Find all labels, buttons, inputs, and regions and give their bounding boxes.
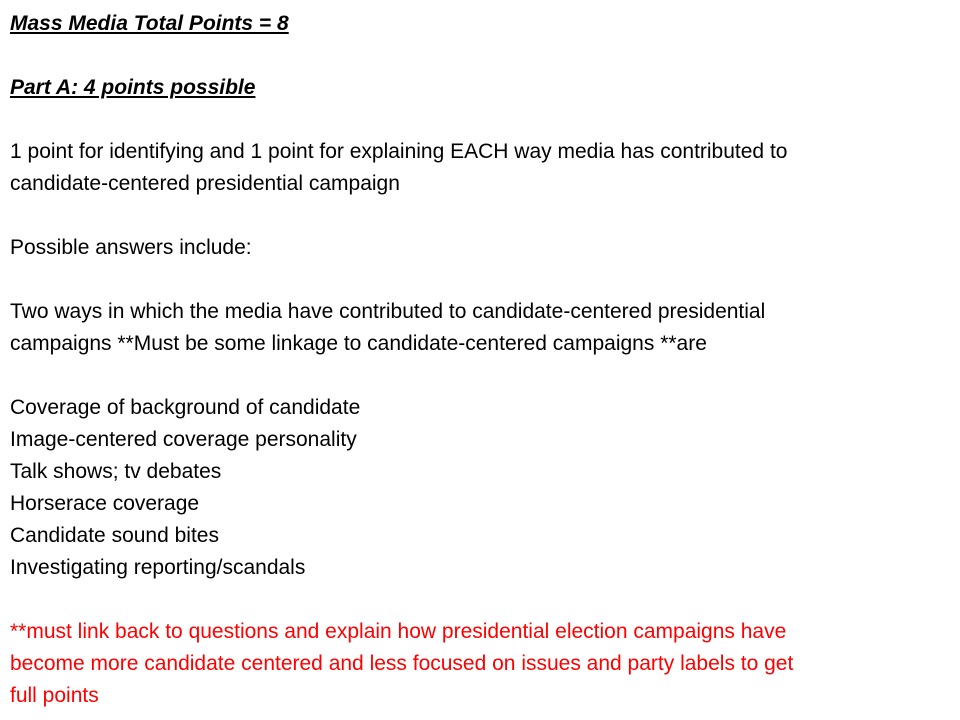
part-a-heading: Part A: 4 points possible [10, 76, 256, 99]
scoring-note [10, 616, 950, 712]
slide-title: Mass Media Total Points = 8 [10, 12, 289, 35]
answer-item: Horserace coverage [10, 492, 200, 515]
answer-item: Candidate sound bites [10, 524, 219, 547]
spacer [10, 200, 950, 232]
ways-line: campaigns **Must be some linkage to candidate-centered campaigns **are [10, 332, 707, 355]
spacer [10, 264, 950, 296]
possible-answers-label: Possible answers include: [10, 236, 252, 259]
answer-item: Investigating reporting/scandals [10, 556, 306, 579]
note-line: become more candidate centered and less focused on issues and party labels to get [10, 652, 794, 675]
answer-item: Image-centered coverage personality [10, 428, 357, 451]
answer-item: Talk shows; tv debates [10, 460, 222, 483]
ways-line: Two ways in which the media have contributed to candidate-centered presidential [10, 300, 766, 323]
scoring-line: candidate-centered presidential campaign [10, 172, 400, 195]
answers-list [10, 392, 950, 584]
spacer [10, 360, 950, 392]
answer-item: Coverage of background of candidate [10, 396, 361, 419]
note-line: full points [10, 684, 99, 707]
spacer [10, 104, 950, 136]
ways-description [10, 296, 950, 360]
scoring-line: 1 point for identifying and 1 point for explaining EACH way media has contributed to [10, 140, 788, 163]
note-line: **must link back to questions and explain how presidential election campaigns have [10, 620, 787, 643]
scoring-instructions [10, 136, 950, 200]
rubric-slide [10, 8, 950, 712]
spacer [10, 40, 950, 72]
spacer [10, 584, 950, 616]
